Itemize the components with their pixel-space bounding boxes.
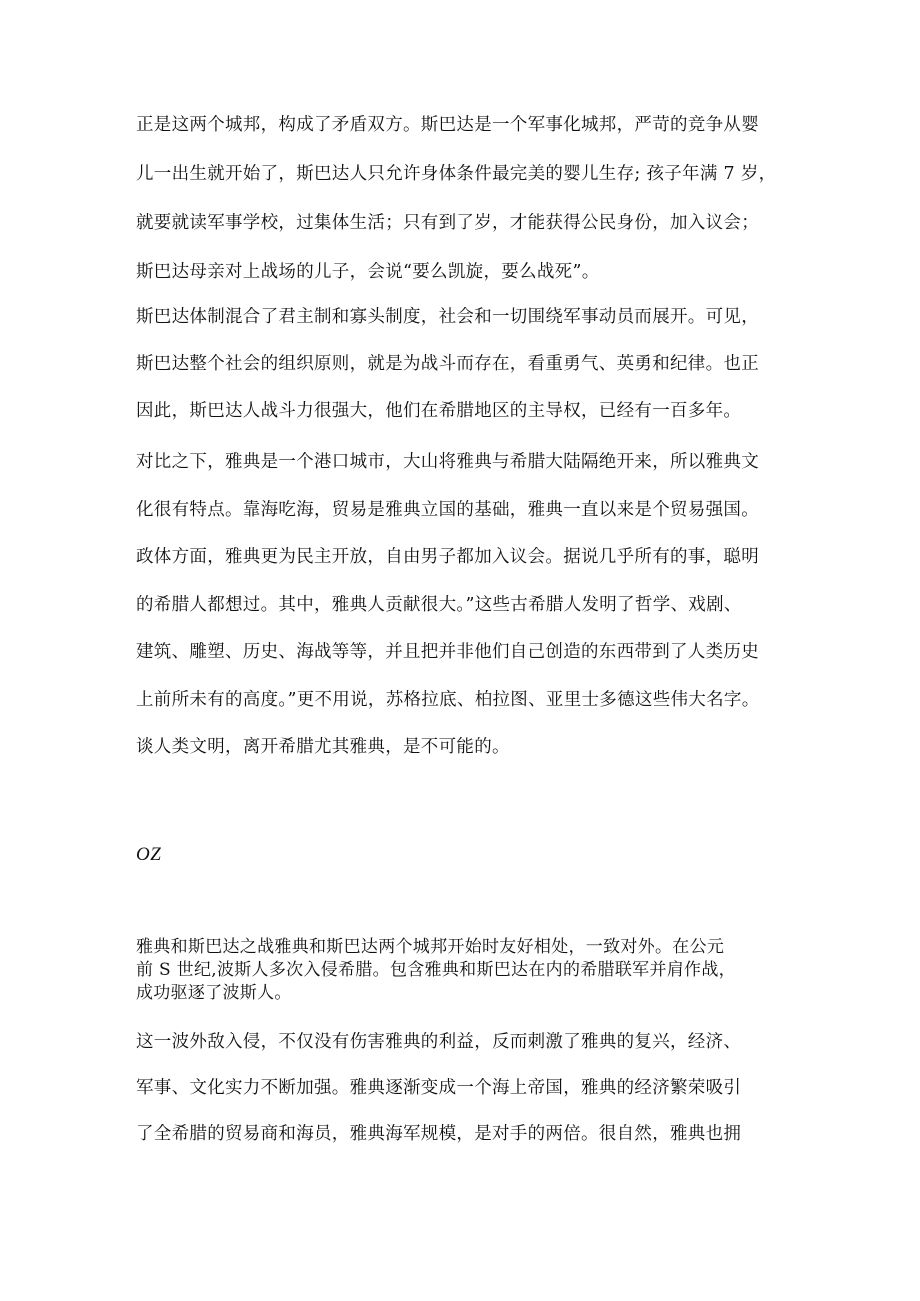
text-line: 建筑、雕塑、历史、海战等等，并且把并非他们自己创造的东西带到了人类历史 xyxy=(136,642,759,662)
paragraph-sparta-system xyxy=(136,306,796,447)
text-line: 上前所未有的高度。”更不用说，苏格拉底、柏拉图、亚里士多德这些伟大名字。 xyxy=(136,689,760,710)
text-line: 对比之下，雅典是一个港口城市，大山将雅典与希腊大陆隔绝开来，所以雅典文 xyxy=(136,452,759,472)
text-line: 斯巴达整个社会的组织原则，就是为战斗而存在，看重勇气、英勇和纪律。也正 xyxy=(136,354,759,374)
text-line: 斯巴达体制混合了君主制和寡头制度，社会和一切围绕军事动员而展开。可见， xyxy=(136,307,759,327)
text-line: 雅典和斯巴达之战雅典和斯巴达两个城邦开始时友好相处，一致对外。在公元 xyxy=(136,937,725,957)
text-line: 正是这两个城邦，构成了矛盾双方。斯巴达是一个军事化城邦，严苛的竞争从婴 xyxy=(136,115,759,135)
section-heading: OZ xyxy=(136,844,162,865)
text-line: 斯巴达母亲对上战场的儿子，会说“要么凯旋，要么战死”。 xyxy=(136,262,600,282)
text-line: 这一波外敌入侵，不仅没有伤害雅典的利益，反而刺激了雅典的复兴，经济、 xyxy=(136,1032,742,1052)
paragraph-athens-rise xyxy=(136,1031,796,1169)
text-line: 成功驱逐了波斯人。 xyxy=(136,983,292,1003)
text-line: 谈人类文明，离开希腊尤其雅典，是不可能的。 xyxy=(136,737,510,757)
text-line: 军事、文化实力不断加强。雅典逐渐变成一个海上帝国，雅典的经济繁荣吸引 xyxy=(136,1078,742,1098)
paragraph-athens xyxy=(136,451,796,784)
text-line: 的希腊人都想过。其中，雅典人贡献很大。”这些古希腊人发明了哲学、戏剧、 xyxy=(136,594,742,615)
text-line: 政体方面，雅典更为民主开放，自由男子都加入议会。据说几乎所有的事，聪明 xyxy=(136,547,759,567)
text-line: 就要就读军事学校，过集体生活；只有到了岁，才能获得公民身份，加入议会； xyxy=(136,213,759,233)
text-line: 了全希腊的贸易商和海员，雅典海军规模，是对手的两倍。很自然，雅典也拥 xyxy=(136,1124,742,1144)
text-line: 化很有特点。靠海吃海，贸易是雅典立国的基础，雅典一直以来是个贸易强国。 xyxy=(136,499,759,520)
paragraph-sparta-intro xyxy=(136,114,796,310)
text-line: 前 S 世纪,波斯人多次入侵希腊。包含雅典和斯巴达在内的希腊联军并肩作战， xyxy=(136,960,736,980)
paragraph-war-origin xyxy=(136,936,796,1005)
text-line: 儿一出生就开始了，斯巴达人只允许身体条件最完美的婴儿生存; 孩子年满 7 岁， xyxy=(136,164,777,184)
text-line: 因此，斯巴达人战斗力很强大，他们在希腊地区的主导权，已经有一百多年。 xyxy=(136,401,742,421)
